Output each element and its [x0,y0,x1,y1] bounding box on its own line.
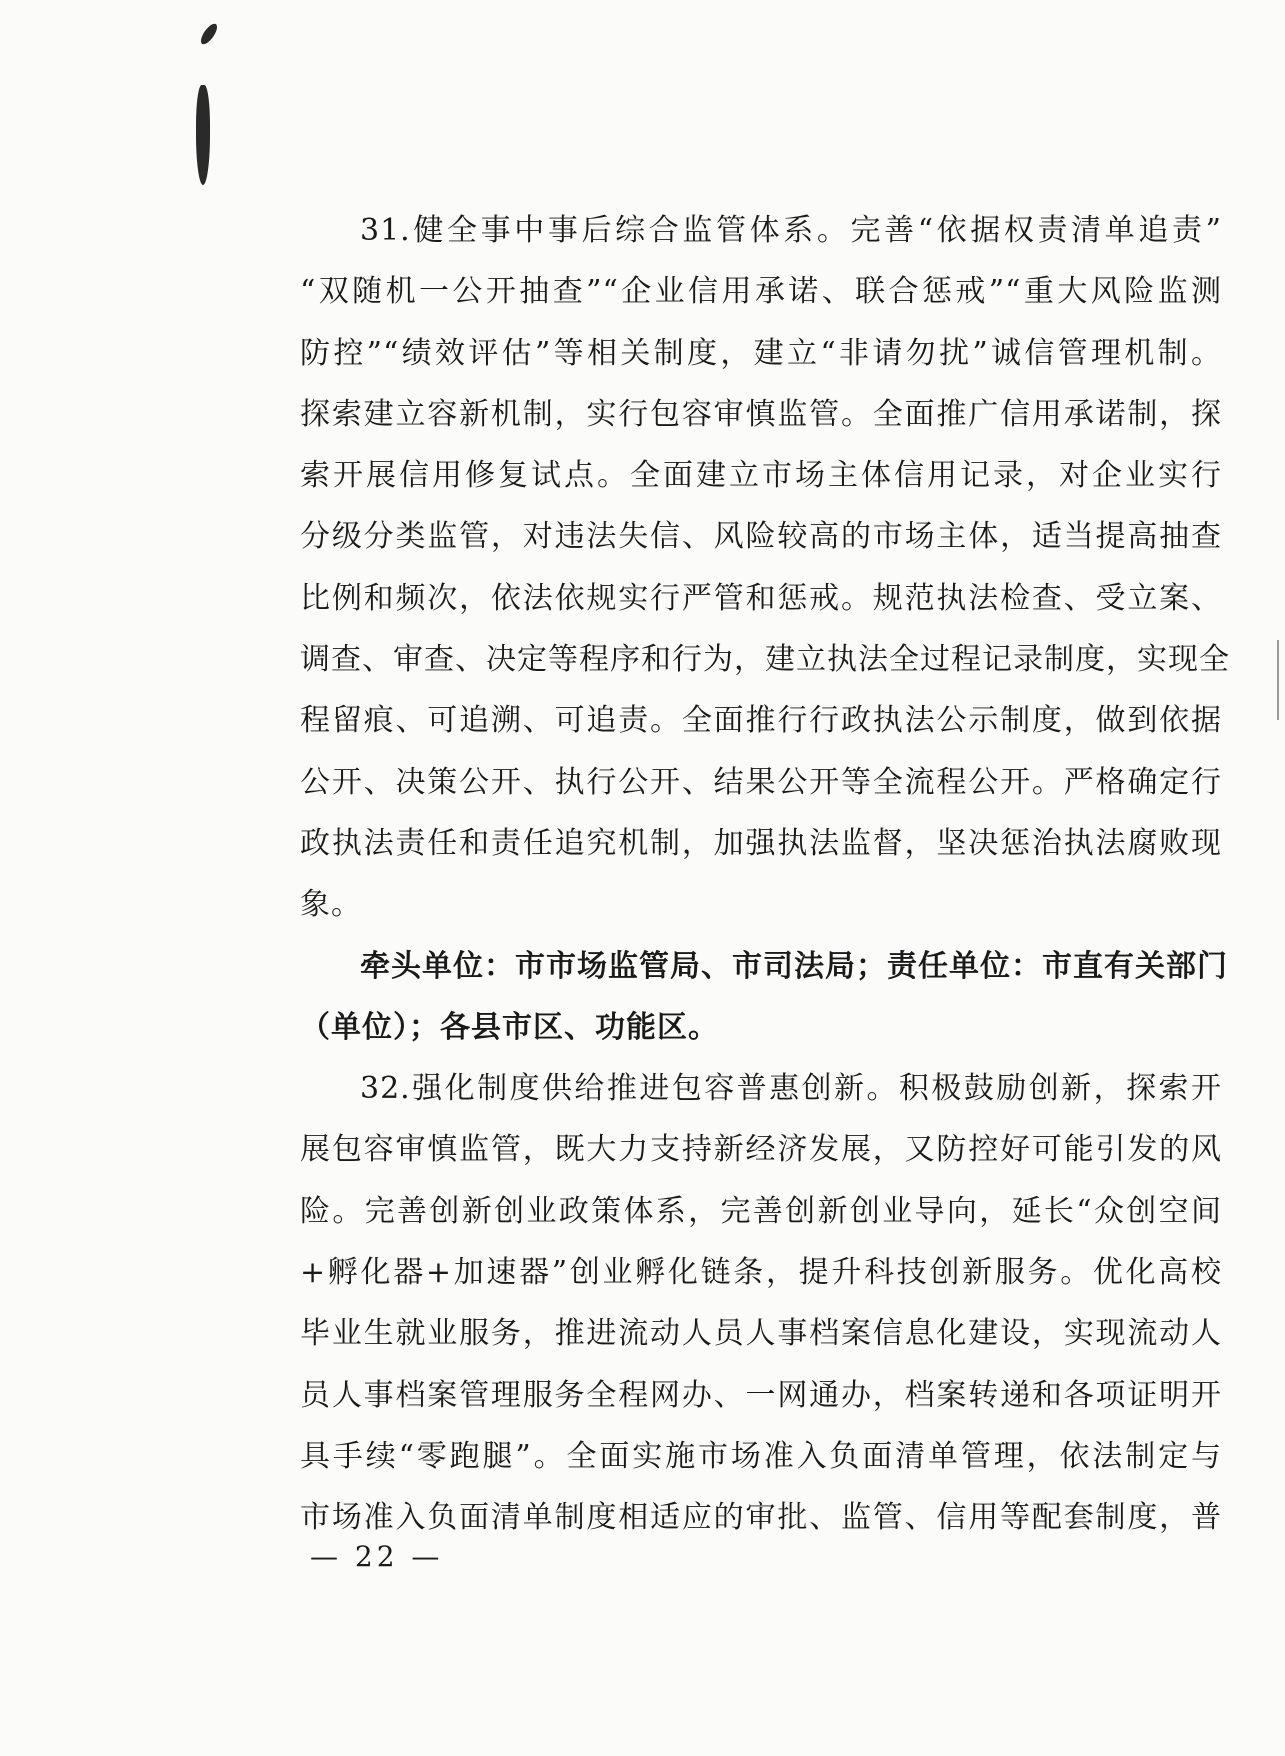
item-31-line: 索开展信用修复试点。全面建立市场主体信用记录，对企业实行 [300,458,1222,494]
item-31-line: “双随机一公开抽查”“企业信用承诺、联合惩戒”“重大风险监测 [300,274,1222,310]
scan-artifact [198,21,220,46]
item-32-line: 员人事档案管理服务全程网办、一网通办，档案转递和各项证明开 [300,1377,1222,1413]
item-31-line: 31.健全事中事后综合监管体系。完善“依据权责清单追责” [360,213,1222,248]
item-32-line: 32.强化制度供给推进包容普惠创新。积极鼓励创新，探索开 [360,1071,1222,1107]
item-31-line: 程留痕、可追溯、可追责。全面推行行政执法公示制度，做到依据 [300,703,1222,739]
item-32-line: +孵化器+加速器”创业孵化链条，提升科技创新服务。优化高校 [300,1255,1222,1291]
item-32-line: 毕业生就业服务，推进流动人员人事档案信息化建设，实现流动人 [300,1316,1222,1352]
item-31-line: 比例和频次，依法依规实行严管和惩戒。规范执法检查、受立案、 [300,580,1222,616]
document-body [300,200,1230,1549]
item-32-line: 险。完善创新创业政策体系，完善创新创业导向，延长“众创空间 [300,1193,1222,1229]
scan-edge [1277,640,1279,720]
item-31-line: 政执法责任和责任追究机制，加强执法监督，坚决惩治执法腐败现 [300,825,1222,861]
item-31-line: 调查、审查、决定等程序和行为，建立执法全过程记录制度，实现全 [300,642,1230,678]
item-31-line: 公开、决策公开、执行公开、结果公开等全流程公开。严格确定行 [300,764,1222,800]
responsible-units-line: 牵头单位：市市场监管局、市司法局；责任单位：市直有关部门 [360,948,1228,984]
item-31-line: 象。 [300,887,362,923]
responsible-units-line: （单位）；各县市区、功能区。 [300,1009,719,1045]
scan-artifact [196,85,210,185]
page-number: — 22 — [310,1540,444,1573]
item-32-line: 展包容审慎监管，既大力支持新经济发展，又防控好可能引发的风 [300,1132,1222,1168]
item-32-line: 市场准入负面清单制度相适应的审批、监管、信用等配套制度，普 [300,1500,1222,1536]
item-31-line: 分级分类监管，对违法失信、风险较高的市场主体，适当提高抽查 [300,519,1222,555]
item-31-line: 探索建立容新机制，实行包容审慎监管。全面推广信用承诺制，探 [300,396,1222,432]
item-32-line: 具手续“零跑腿”。全面实施市场准入负面清单管理，依法制定与 [300,1438,1222,1474]
item-31-line: 防控”“绩效评估”等相关制度，建立“非请勿扰”诚信管理机制。 [300,335,1222,371]
